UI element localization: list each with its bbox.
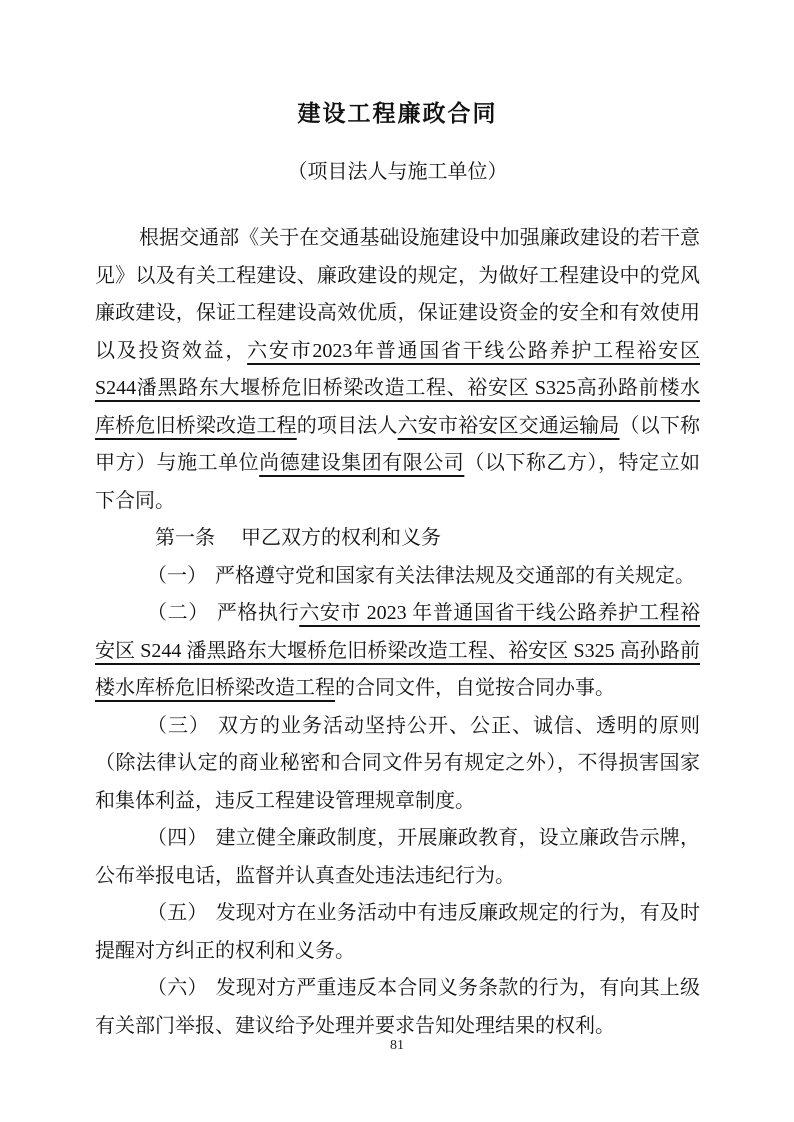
document-body (95, 220, 700, 1045)
clause-title: 甲乙双方的权利和义务 (241, 527, 441, 549)
clause-item-6 (95, 970, 700, 1045)
page-number: 81 (390, 1038, 404, 1053)
item-number: （四） (147, 827, 208, 849)
item-number: （二） (147, 602, 209, 624)
clause-number: 第一条 (155, 527, 215, 549)
document-subtitle: （项目法人与施工单位） (287, 161, 508, 183)
item-text: 双方的业务活动坚持公开、公正、诚信、透明的原则（除法律认定的商业秘密和合同文件另有规定之外），不得损害国家和集体利益，违反工程建设管理规章制度。 (95, 714, 700, 812)
item-number: （一） (147, 564, 207, 587)
clause-item-4 (95, 820, 700, 895)
item-text: 的合同文件，自觉按合同办事。 (335, 677, 615, 699)
clause-item-3 (95, 708, 700, 821)
project-name-underlined: 六安市 2023 年普通国省干线公路养护工程裕安区 S244 潘黑路东大堰桥危旧桥梁改造工程、裕安区 S325 高孙路前楼水库桥危旧桥梁改造工程 (95, 602, 701, 699)
item-text: 发现对方在业务活动中有违反廉政规定的行为，有及时提醒对方纠正的权利和义务。 (95, 902, 701, 962)
document-title: 建设工程廉政合同 (297, 101, 498, 126)
item-text: 发现对方严重违反本合同义务条款的行为，有向其上级有关部门举报、建议给予处理并要求告知处理结果的权利。 (95, 977, 701, 1037)
clause-item-2 (95, 595, 700, 708)
clause-item-5 (95, 895, 700, 970)
intro-text: （以下称甲方）与施工单位 (95, 414, 701, 474)
party-b-name-underlined: 尚德建设集团有限公司 (259, 452, 465, 474)
item-text: 严格执行 (216, 602, 300, 624)
project-name-underlined: 六安市2023年普通国省干线公路养护工程裕安区 S244潘黑路东大堰桥危旧桥梁改造工程、裕安区 S325高孙路前楼水库桥危旧桥梁改造工程 (95, 339, 701, 437)
item-number: （三） (147, 714, 210, 737)
clause-1-heading (95, 520, 700, 558)
item-text: 建立健全廉政制度，开展廉政教育，设立廉政告示牌，公布举报电话，监督并认真查处违法违纪行为。 (95, 827, 701, 887)
item-number: （五） (147, 902, 208, 924)
intro-paragraph (95, 220, 700, 520)
item-number: （六） (147, 977, 208, 999)
party-a-name-underlined: 六安市裕安区交通运输局 (397, 414, 620, 437)
intro-text: 的项目法人 (296, 414, 398, 437)
intro-text: 根据交通部《关于在交通基础设施建设中加强廉政建设的若干意见》以及有关工程建设、廉政建设的规定，为做好工程建设中的党风廉政建设，保证工程建设高效优质，保证建设资金的安全和有效使用以及投资效益， (95, 227, 700, 362)
clause-item-1 (95, 558, 700, 596)
intro-text: （以下称乙方），特定立如下合同。 (95, 452, 701, 512)
item-text: 严格遵守党和国家有关法律法规及交通部的有关规定。 (215, 564, 695, 587)
